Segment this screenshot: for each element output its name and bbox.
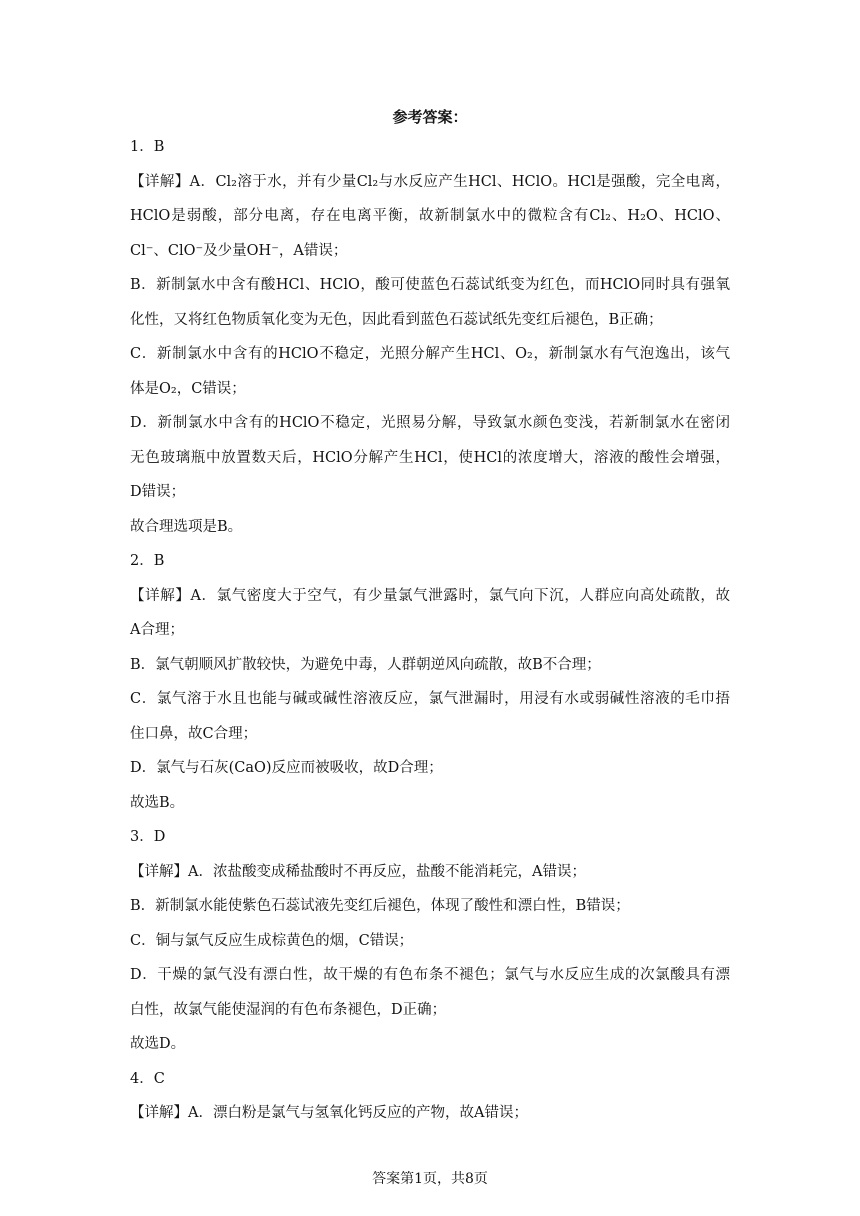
text-line: B．新制氯水中含有酸HCl、HClO，酸可使蓝色石蕊试纸变为红色，而HClO同时具有强氧 xyxy=(130,277,730,293)
text-line: B．新制氯水能使紫色石蕊试液先变红后褪色，体现了酸性和漂白性，B错误； xyxy=(130,898,630,914)
text-line: 2．B xyxy=(130,553,165,569)
text-line: 【详解】A．浓盐酸变成稀盐酸时不再反应，盐酸不能消耗完，A错误； xyxy=(130,863,586,880)
text-line: 【详解】A．漂白粉是氯气与氢氧化钙反应的产物，故A错误； xyxy=(130,1105,528,1121)
text-line: Cl⁻、ClO⁻及少量OH⁻，A错误； xyxy=(130,242,348,259)
page-footer: 答案第1页，共8页 xyxy=(372,1171,488,1187)
answer-content xyxy=(130,130,730,1131)
text-line: 4．C xyxy=(130,1070,165,1087)
text-line: 故选D。 xyxy=(130,1036,186,1052)
text-line: 【详解】A．氯气密度大于空气，有少量氯气泄露时，氯气向下沉，人群应向高处疏散，故 xyxy=(130,587,730,604)
text-line: C．氯气溶于水且也能与碱或碱性溶液反应，氯气泄漏时，用浸有水或弱碱性溶液的毛巾捂 xyxy=(130,691,730,707)
text-line: 故合理选项是B。 xyxy=(130,518,243,535)
text-line: 故选B。 xyxy=(130,794,185,811)
text-line: D．新制氯水中含有的HClO不稳定，光照易分解，导致氯水颜色变浅，若新制氯水在密闭 xyxy=(130,415,730,431)
text-line: 无色玻璃瓶中放置数天后，HClO分解产生HCl，使HCl的浓度增大，溶液的酸性会增强， xyxy=(130,449,730,466)
text-line: 化性，又将红色物质氧化变为无色，因此看到蓝色石蕊试纸先变红后褪色，B正确； xyxy=(130,311,663,328)
text-line: A合理； xyxy=(130,622,184,638)
text-line: D．氯气与石灰(CaO)反应而被吸收，故D合理； xyxy=(130,760,443,776)
text-line: 白性，故氯气能使湿润的有色布条褪色，D正确； xyxy=(130,1001,447,1018)
text-line: 【详解】A．Cl₂溶于水，并有少量Cl₂与水反应产生HCl、HClO。HCl是强酸，完全电离， xyxy=(130,173,730,190)
text-line: HClO是弱酸，部分电离，存在电离平衡，故新制氯水中的微粒含有Cl₂、H₂O、HClO、 xyxy=(130,208,730,224)
text-line: C．新制氯水中含有的HClO不稳定，光照分解产生HCl、O₂，新制氯水有气泡逸出，该气 xyxy=(130,346,730,362)
text-line: B．氯气朝顺风扩散较快，为避免中毒，人群朝逆风向疏散，故B不合理； xyxy=(130,656,601,673)
text-line: D错误； xyxy=(130,484,186,500)
text-line: D．干燥的氯气没有漂白性，故干燥的有色布条不褪色；氯气与水反应生成的次氯酸具有漂 xyxy=(130,967,730,983)
text-line: 体是O₂，C错误； xyxy=(130,380,246,397)
text-line: 住口鼻，故C合理； xyxy=(130,725,258,742)
text-line: 3．D xyxy=(130,829,166,845)
text-line: 1．B xyxy=(130,139,165,155)
text-line: C．铜与氯气反应生成棕黄色的烟，C错误； xyxy=(130,932,414,949)
page-title: 参考答案： xyxy=(392,108,468,126)
